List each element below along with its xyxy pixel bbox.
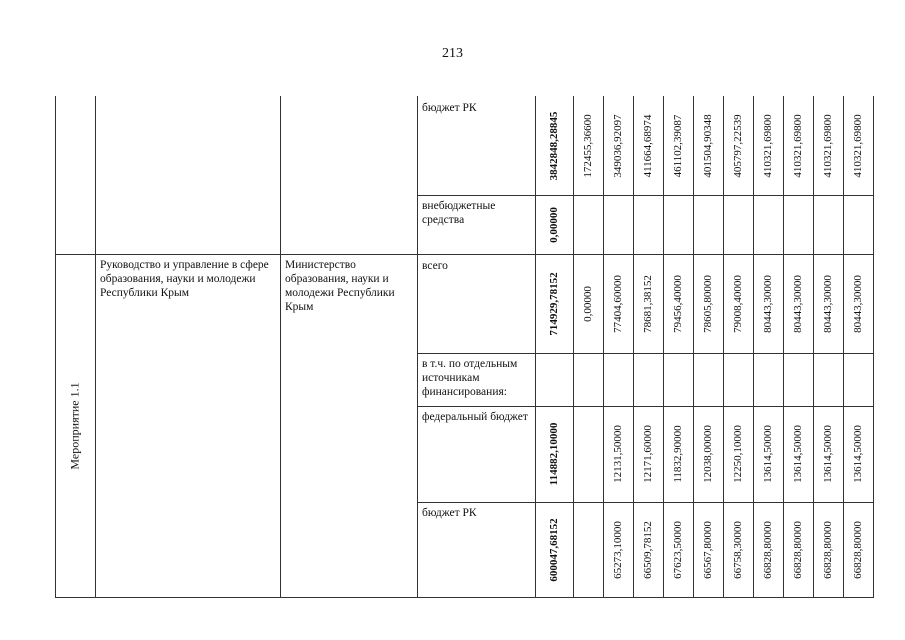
- year-value: 66758,30000: [732, 520, 744, 579]
- year-cell: [633, 406, 663, 502]
- year-value: 405797,22539: [732, 113, 744, 178]
- year-cell: [783, 254, 813, 353]
- total-cell: [535, 195, 573, 254]
- column-divider: [417, 96, 418, 598]
- year-value: 12038,00000: [702, 425, 714, 483]
- year-value: 80443,30000: [852, 274, 864, 333]
- year-value: 65273,10000: [612, 520, 624, 579]
- year-value: 67623,50000: [672, 520, 684, 579]
- year-cell: [663, 406, 693, 502]
- year-value: 79456,40000: [672, 274, 684, 333]
- total-value: 3842848,28845: [548, 111, 560, 180]
- column-divider: [280, 96, 281, 598]
- year-value: 80443,30000: [822, 274, 834, 333]
- year-cell: [813, 254, 843, 353]
- column-divider: [95, 96, 96, 598]
- year-value: 66828,80000: [852, 520, 864, 579]
- year-value: 66828,80000: [822, 520, 834, 579]
- year-cell: [693, 502, 723, 597]
- year-cell: [753, 96, 783, 195]
- source-label: всего: [422, 260, 448, 272]
- year-value: 78681,38152: [642, 274, 654, 333]
- year-cell: [813, 502, 843, 597]
- year-value: 66828,80000: [792, 520, 804, 579]
- total-cell: [535, 502, 573, 597]
- year-value: 411664,68974: [642, 114, 654, 177]
- year-value: 66509,78152: [642, 520, 654, 579]
- year-value: 11832,90000: [672, 425, 684, 483]
- year-value: 77404,60000: [612, 274, 624, 333]
- year-cell: [843, 96, 873, 195]
- year-value: 78605,80000: [702, 274, 714, 333]
- year-cell: [813, 96, 843, 195]
- source-label: бюджет РК: [422, 102, 477, 114]
- year-cell: [633, 254, 663, 353]
- year-value: 410321,69800: [822, 113, 834, 178]
- source-label: бюджет РК: [422, 507, 477, 519]
- page-number: 213: [442, 46, 463, 61]
- budget-table: [55, 96, 875, 598]
- year-value: 79008,40000: [732, 274, 744, 333]
- year-cell: [723, 502, 753, 597]
- year-cell: [783, 96, 813, 195]
- total-value: 714929,78152: [548, 271, 560, 336]
- measure-executor: Министерство образования, науки и молодежи Республики Крым: [285, 259, 395, 313]
- year-cell: [753, 254, 783, 353]
- year-cell: [693, 96, 723, 195]
- measure-label: Мероприятие 1.1: [67, 381, 82, 470]
- total-cell: [535, 406, 573, 502]
- total-value: 0,00000: [548, 206, 560, 243]
- year-cell: [663, 502, 693, 597]
- total-cell: [535, 96, 573, 195]
- year-value: 12131,50000: [612, 425, 624, 483]
- year-cell: [783, 502, 813, 597]
- year-cell: [693, 254, 723, 353]
- year-value: 66828,80000: [762, 520, 774, 579]
- year-cell: [573, 254, 603, 353]
- year-value: 13614,50000: [762, 425, 774, 483]
- year-value: 12250,10000: [732, 425, 744, 483]
- year-cell: [663, 254, 693, 353]
- year-cell: [693, 406, 723, 502]
- total-cell: [535, 254, 573, 353]
- measure-label-cell: [55, 254, 95, 597]
- year-value: 66567,80000: [702, 520, 714, 579]
- year-cell: [573, 406, 603, 502]
- year-value: 349036,92097: [612, 113, 624, 178]
- measure-name: Руководство и управление в сфере образования, науки и молодежи Республики Крым: [100, 259, 269, 299]
- year-cell: [843, 502, 873, 597]
- year-cell: [753, 406, 783, 502]
- year-cell: [723, 96, 753, 195]
- year-cell: [633, 502, 663, 597]
- source-label: внебюджетные средства: [422, 200, 496, 226]
- year-cell: [603, 406, 633, 502]
- year-cell: [843, 254, 873, 353]
- year-value: 410321,69800: [852, 113, 864, 178]
- total-value: 600047,68152: [548, 517, 560, 582]
- total-value: 114882,10000: [548, 422, 560, 486]
- table-border-bottom: [55, 597, 873, 598]
- year-value: 80443,30000: [792, 274, 804, 333]
- source-label: в т.ч. по отдельным источникам финансирования:: [422, 358, 518, 398]
- year-cell: [753, 502, 783, 597]
- year-value: 401504,90348: [702, 113, 714, 178]
- year-value: 172455,36600: [582, 113, 594, 178]
- row-divider: [417, 353, 873, 354]
- year-value: 12171,60000: [642, 425, 654, 483]
- year-cell: [663, 96, 693, 195]
- year-cell: [843, 406, 873, 502]
- year-value: 80443,30000: [762, 274, 774, 333]
- year-cell: [573, 96, 603, 195]
- year-cell: [603, 96, 633, 195]
- year-cell: [633, 96, 663, 195]
- table-border-right: [873, 96, 874, 598]
- year-value: 461102,39087: [672, 114, 684, 177]
- year-value: 13614,50000: [822, 425, 834, 483]
- year-value: 410321,69800: [762, 113, 774, 178]
- year-value: 13614,50000: [852, 425, 864, 483]
- year-cell: [603, 254, 633, 353]
- year-cell: [603, 502, 633, 597]
- year-cell: [783, 406, 813, 502]
- year-cell: [813, 406, 843, 502]
- year-value: 410321,69800: [792, 113, 804, 178]
- year-cell: [723, 254, 753, 353]
- row-divider: [417, 195, 873, 196]
- year-value: 0,00000: [582, 285, 594, 322]
- year-value: 13614,50000: [792, 425, 804, 483]
- year-cell: [573, 502, 603, 597]
- source-label: федеральный бюджет: [422, 411, 528, 423]
- year-cell: [723, 406, 753, 502]
